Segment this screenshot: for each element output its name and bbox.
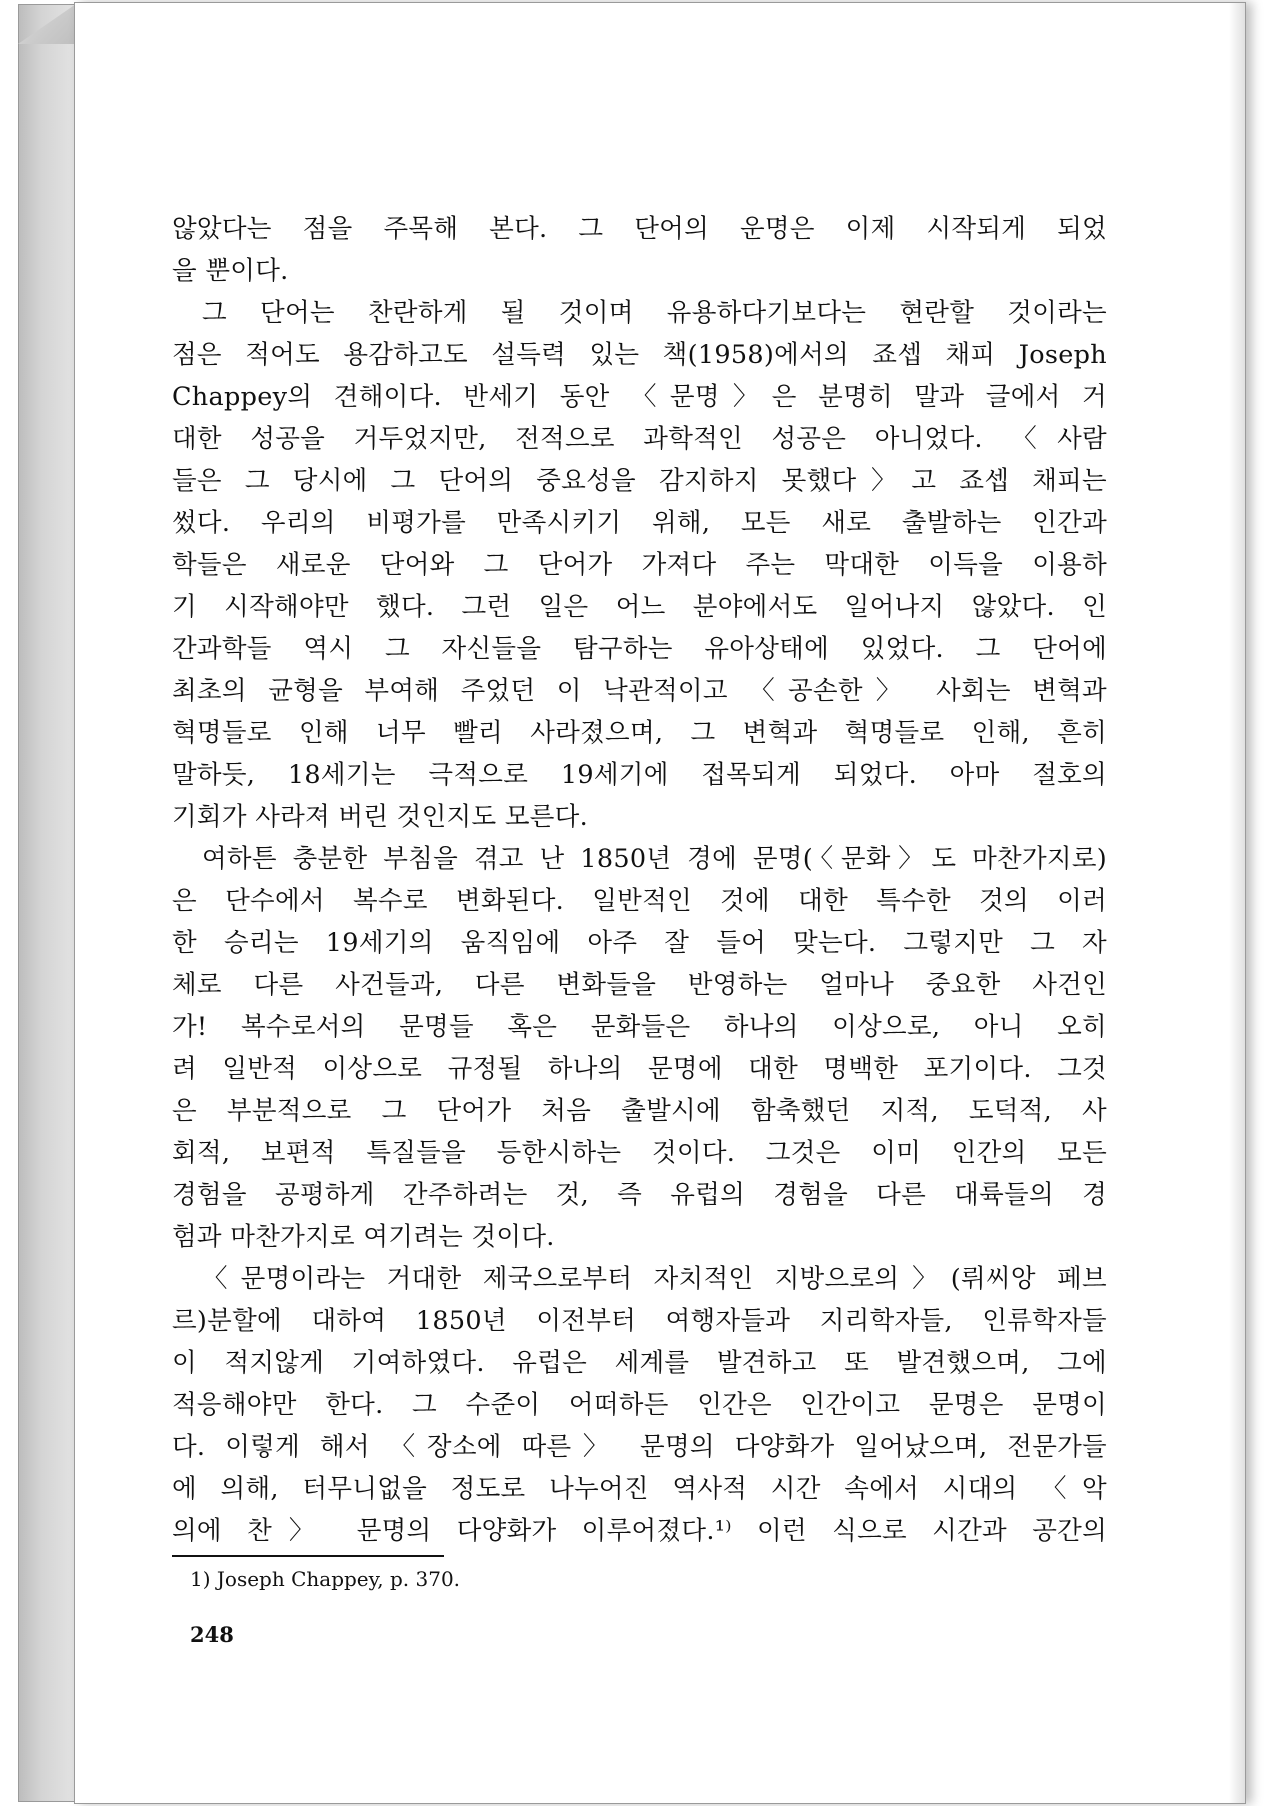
text-line: 을 뿐이다. [172,256,289,286]
text-line: 점은 적어도 용감하고도 설득력 있는 책(1958)에서의 죠셉 채피 Joseph [172,340,1107,370]
text-line: 기회가 사라져 버린 것인지도 모른다. [172,802,589,832]
text-line: 썼다. 우리의 비평가를 만족시키기 위해, 모든 새로 출발하는 인간과 [172,508,1107,538]
text-line: 가! 복수로서의 문명들 혹은 문화들은 하나의 이상으로, 아니 오히 [172,1012,1107,1042]
text-line: 기 시작해야만 했다. 그런 일은 어느 분야에서도 일어나지 않았다. 인 [172,592,1107,622]
text-line: 그 단어는 찬란하게 될 것이며 유용하다기보다는 현란할 것이라는 [202,298,1107,328]
text-line: 다. 이렇게 해서 〈장소에 따른〉 문명의 다양화가 일어났으며, 전문가들 [172,1432,1107,1462]
text-line: 체로 다른 사건들과, 다른 변화들을 반영하는 얼마나 중요한 사건인 [172,970,1107,1000]
text-line: 혁명들로 인해 너무 빨리 사라졌으며, 그 변혁과 혁명들로 인해, 흔히 [172,718,1107,748]
text-line: 들은 그 당시에 그 단어의 중요성을 감지하지 못했다〉고 죠셉 채피는 [172,466,1107,496]
page-number: 248 [190,1622,234,1647]
text-line: 르)분할에 대하여 1850년 이전부터 여행자들과 지리학자들, 인류학자들 [172,1306,1107,1336]
text-line: 말하듯, 18세기는 극적으로 19세기에 접목되게 되었다. 아마 절호의 [172,760,1107,790]
text-line: 이 적지않게 기여하였다. 유럽은 세계를 발견하고 또 발견했으며, 그에 [172,1348,1107,1378]
text-line: 려 일반적 이상으로 규정될 하나의 문명에 대한 명백한 포기이다. 그것 [172,1054,1107,1084]
text-line: 최초의 균형을 부여해 주었던 이 낙관적이고 〈공손한〉 사회는 변혁과 [172,676,1107,706]
text-line: 않았다는 점을 주목해 본다. 그 단어의 운명은 이제 시작되게 되었 [172,214,1107,244]
text-line: 경험을 공평하게 간주하려는 것, 즉 유럽의 경험을 다른 대륙들의 경 [172,1180,1107,1210]
footnote-divider [172,1555,444,1557]
text-line: 의에 찬〉 문명의 다양화가 이루어졌다.¹⁾ 이런 식으로 시간과 공간의 [172,1516,1107,1546]
page-body-text [172,208,1107,1552]
book-spine [18,4,76,1802]
text-line: 은 단수에서 복수로 변화된다. 일반적인 것에 대한 특수한 것의 이러 [172,886,1107,916]
text-line: 에 의해, 터무니없을 정도로 나누어진 역사적 시간 속에서 시대의 〈악 [172,1474,1107,1504]
text-line: 간과학들 역시 그 자신들을 탐구하는 유아상태에 있었다. 그 단어에 [172,634,1107,664]
footnote: 1) Joseph Chappey, p. 370. [190,1567,461,1591]
text-line: 회적, 보편적 특질들을 등한시하는 것이다. 그것은 이미 인간의 모든 [172,1138,1107,1168]
text-line: 한 승리는 19세기의 움직임에 아주 잘 들어 맞는다. 그렇지만 그 자 [172,928,1107,958]
text-line: 〈문명이라는 거대한 제국으로부터 자치적인 지방으로의〉(뤼씨앙 페브 [202,1264,1107,1294]
page-edge-shadow [1229,3,1245,1803]
text-line: 적응해야만 한다. 그 수준이 어떠하든 인간은 인간이고 문명은 문명이 [172,1390,1107,1420]
text-line: 여하튼 충분한 부침을 겪고 난 1850년 경에 문명(〈문화〉도 마찬가지로) [202,844,1107,874]
text-line: 대한 성공을 거두었지만, 전적으로 과학적인 성공은 아니었다. 〈사람 [172,424,1107,454]
text-line: 험과 마찬가지로 여기려는 것이다. [172,1222,555,1252]
text-line: 은 부분적으로 그 단어가 처음 출발시에 함축했던 지적, 도덕적, 사 [172,1096,1107,1126]
text-line: Chappey의 견해이다. 반세기 동안 〈문명〉은 분명히 말과 글에서 거 [172,382,1107,412]
text-line: 학들은 새로운 단어와 그 단어가 가져다 주는 막대한 이득을 이용하 [172,550,1107,580]
